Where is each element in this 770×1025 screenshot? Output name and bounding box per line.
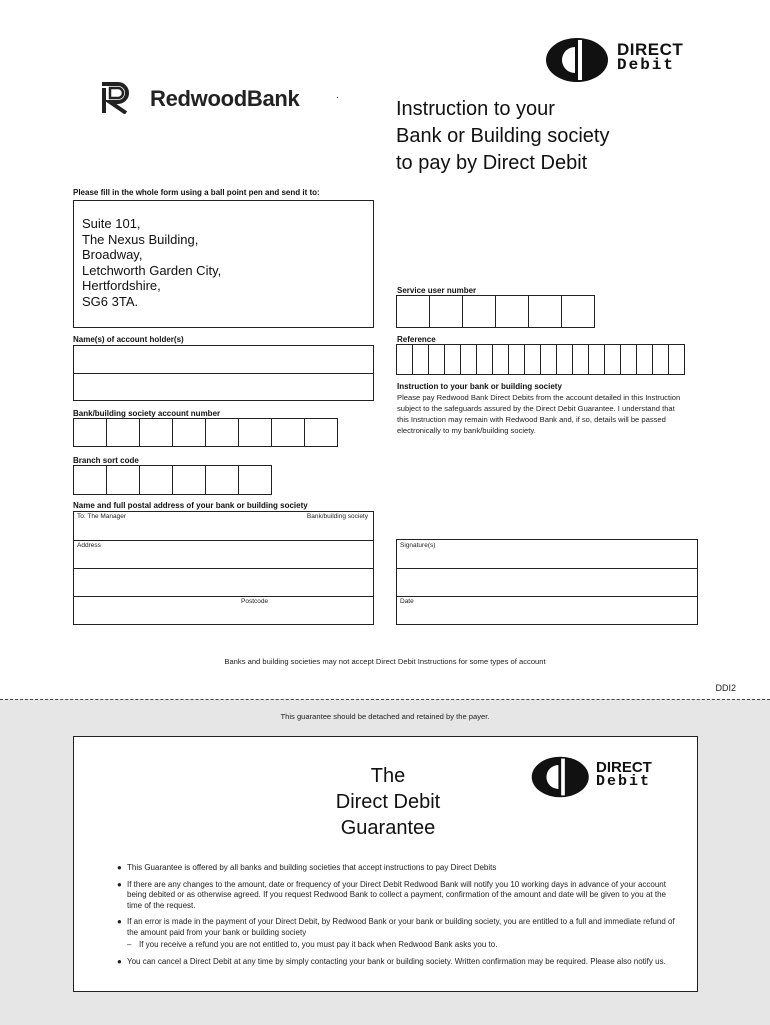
reference-field[interactable] bbox=[396, 344, 685, 375]
redwood-r-icon bbox=[100, 82, 136, 114]
reference-cell[interactable] bbox=[540, 344, 557, 375]
digit-cell[interactable] bbox=[106, 418, 140, 447]
digit-cell[interactable] bbox=[238, 465, 272, 495]
digit-cell[interactable] bbox=[238, 418, 272, 447]
guarantee-title-line: Direct Debit bbox=[335, 791, 441, 813]
instruction-to-bank-text: Please pay Redwood Bank Direct Debits from the account detailed in this Instruction subject to the safeguards assured by the Direct Debit Guarantee. I understand that this Instruction may remain with Redwood Bank and, if so, details will be passed electronically to my bank/building society. bbox=[397, 393, 681, 435]
signature-date-box[interactable] bbox=[396, 539, 698, 625]
service-user-number-label: Service user number bbox=[397, 286, 477, 295]
account-number-field[interactable] bbox=[73, 418, 338, 447]
guarantee-sub-item: – If you receive a refund you are not entitled to, you must pay it back when Redwood Bank asks you to. bbox=[127, 940, 498, 949]
digit-cell[interactable] bbox=[528, 295, 562, 328]
digit-cell[interactable] bbox=[495, 295, 529, 328]
digit-cell[interactable] bbox=[396, 295, 430, 328]
signature-label: Signature(s) bbox=[400, 542, 436, 549]
reference-cell[interactable] bbox=[636, 344, 653, 375]
account-number-label: Bank/building society account number bbox=[73, 409, 221, 418]
digit-cell[interactable] bbox=[304, 418, 338, 447]
reference-cell[interactable] bbox=[428, 344, 445, 375]
reference-cell[interactable] bbox=[572, 344, 589, 375]
direct-debit-logo-guarantee bbox=[530, 754, 680, 800]
service-user-number-field[interactable] bbox=[396, 295, 595, 328]
reference-cell[interactable] bbox=[460, 344, 477, 375]
direct-debit-logo-line2: Debit bbox=[596, 773, 652, 790]
sort-code-label: Branch sort code bbox=[73, 456, 139, 465]
reference-cell[interactable] bbox=[556, 344, 573, 375]
direct-debit-emblem-icon bbox=[530, 754, 596, 800]
send-to-address-box bbox=[73, 200, 374, 328]
reference-cell[interactable] bbox=[508, 344, 525, 375]
digit-cell[interactable] bbox=[205, 418, 239, 447]
reference-cell[interactable] bbox=[652, 344, 669, 375]
digit-cell[interactable] bbox=[139, 465, 173, 495]
form-code: DDI2 bbox=[715, 683, 736, 693]
digit-cell[interactable] bbox=[429, 295, 463, 328]
digit-cell[interactable] bbox=[139, 418, 173, 447]
reference-cell[interactable] bbox=[412, 344, 429, 375]
reference-cell[interactable] bbox=[620, 344, 637, 375]
direct-debit-logo-line2: Debit bbox=[617, 56, 676, 74]
bank-address-label: Name and full postal address of your bank or building society bbox=[73, 501, 308, 510]
address-line: Letchworth Garden City, bbox=[82, 262, 222, 278]
reference-cell[interactable] bbox=[588, 344, 605, 375]
direct-debit-emblem-icon bbox=[545, 35, 615, 85]
instruction-title-line: to pay by Direct Debit bbox=[396, 152, 588, 174]
instruction-to-bank bbox=[397, 382, 687, 436]
digit-cell[interactable] bbox=[462, 295, 496, 328]
footer-note: Banks and building societies may not accept Direct Debit Instructions for some types of account bbox=[224, 657, 546, 666]
guarantee-title-line: Guarantee bbox=[340, 817, 436, 839]
postcode-label: Postcode bbox=[241, 598, 269, 605]
reference-cell[interactable] bbox=[524, 344, 541, 375]
address-line: Hertfordshire, bbox=[82, 278, 161, 293]
address-line: The Nexus Building, bbox=[82, 231, 199, 247]
instruction-title-line: Instruction to your bbox=[396, 98, 555, 120]
reference-cell[interactable] bbox=[492, 344, 509, 375]
digit-cell[interactable] bbox=[73, 465, 107, 495]
digit-cell[interactable] bbox=[172, 418, 206, 447]
account-holder-field[interactable] bbox=[73, 345, 374, 401]
guarantee-bullet: ● If there are any changes to the amount, date or frequency of your Direct Debit Redwood Bank will notify you 10 working days in advance of your account being debited or as otherwise agreed. If you request Redwood Bank to collect a payment, confirmation of the amount and date will be given to you at the time of the request. bbox=[117, 879, 666, 910]
digit-cell[interactable] bbox=[73, 418, 107, 447]
guarantee-title bbox=[288, 763, 488, 841]
guarantee-bullets bbox=[117, 863, 677, 967]
direct-debit-logo bbox=[545, 35, 705, 85]
direct-debit-logo-line1: DIRECT bbox=[596, 759, 652, 776]
address-line: SG6 3TA. bbox=[82, 293, 139, 309]
address-line: Broadway, bbox=[82, 247, 143, 262]
reference-cell[interactable] bbox=[396, 344, 413, 375]
sort-code-field[interactable] bbox=[73, 465, 272, 495]
instruction-title-line: Bank or Building society bbox=[396, 125, 610, 147]
reference-label: Reference bbox=[397, 335, 436, 344]
guarantee-section bbox=[0, 699, 770, 1025]
to-manager-label: To: The Manager bbox=[77, 513, 127, 520]
reference-cell[interactable] bbox=[444, 344, 461, 375]
address-line: Suite 101, bbox=[82, 216, 141, 231]
guarantee-bullet: ● This Guarantee is offered by all banks and building societies that accept instructions to pay Direct Debits bbox=[117, 863, 497, 872]
digit-cell[interactable] bbox=[205, 465, 239, 495]
fill-instruction: Please fill in the whole form using a ball point pen and send it to: bbox=[73, 188, 320, 197]
bank-name: RedwoodBank bbox=[150, 86, 300, 111]
bank-name-suffix: . bbox=[336, 90, 339, 101]
redwood-bank-logo bbox=[100, 82, 360, 116]
guarantee-title-line: The bbox=[370, 765, 406, 787]
instruction-title bbox=[396, 96, 609, 177]
guarantee-bullet: ● You can cancel a Direct Debit at any time by simply contacting your bank or building society. Written confirmation may be required. Please also notify us. bbox=[117, 956, 666, 966]
digit-cell[interactable] bbox=[271, 418, 305, 447]
direct-debit-logo-line1: DIRECT bbox=[617, 40, 684, 59]
reference-cell[interactable] bbox=[604, 344, 621, 375]
digit-cell[interactable] bbox=[172, 465, 206, 495]
instruction-to-bank-heading: Instruction to your bank or building society bbox=[397, 382, 562, 391]
address-label: Address bbox=[77, 542, 101, 549]
digit-cell[interactable] bbox=[106, 465, 140, 495]
account-holder-label: Name(s) of account holder(s) bbox=[73, 335, 184, 344]
bank-building-society-label: Bank/building society bbox=[306, 513, 368, 520]
reference-cell[interactable] bbox=[668, 344, 685, 375]
bank-address-box[interactable] bbox=[73, 511, 374, 625]
guarantee-bullet: ● If an error is made in the payment of your Direct Debit, by Redwood Bank or your bank or building society, you are entitled to a full and immediate refund of the amount paid from your bank or building society bbox=[117, 917, 675, 937]
detach-note: This guarantee should be detached and retained by the payer. bbox=[280, 712, 490, 721]
digit-cell[interactable] bbox=[561, 295, 595, 328]
reference-cell[interactable] bbox=[476, 344, 493, 375]
date-label: Date bbox=[400, 598, 414, 605]
guarantee-box bbox=[73, 736, 698, 992]
